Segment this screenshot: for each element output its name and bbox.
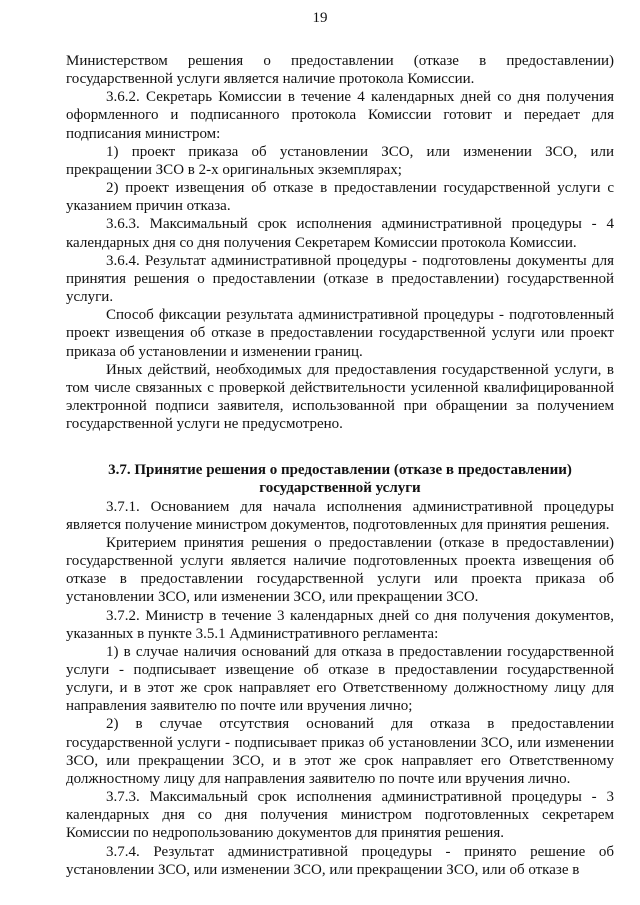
section-heading: 3.7. Принятие решения о предоставлении (отказе в предоставлении) государственной услуги bbox=[108, 462, 572, 497]
paragraph: Критерием принятия решения о предоставлении (отказе в предоставлении) государственной услуги является наличие подготовленных проекта извещения об отказе в предоставлении государственной услуги или проекта приказа об установлении ЗСО, или изменении ЗСО, или прекращении ЗСО. bbox=[66, 534, 614, 606]
paragraph: 3.6.2. Секретарь Комиссии в течение 4 календарных дней со дня получения оформленного и подписанного протокола Комиссии готовит и передает для подписания министром: bbox=[66, 89, 614, 142]
page-number: 19 bbox=[312, 10, 328, 26]
paragraph: Способ фиксации результата административной процедуры - подготовленный проект извещения об отказе в предоставлении государственной услуги или проект приказа об установлении и изменении границ. bbox=[66, 307, 614, 360]
paragraph: Министерством решения о предоставлении (отказе в предоставлении) государственной услуги является наличие протокола Комиссии. bbox=[66, 53, 614, 88]
paragraph: 3.6.4. Результат административной процедуры - подготовлены документы для принятия решения о предоставлении (отказе в предоставлении) государственной услуги. bbox=[66, 252, 614, 306]
paragraph: Иных действий, необходимых для предоставления государственной услуги, в том числе связанных с проверкой действительности усиленной квалифицированной электронной подписи заявителя, использованной при обращении за получением государственной услуги не предусмотрено. bbox=[66, 361, 614, 433]
paragraph: 1) в случае наличия оснований для отказа в предоставлении государственной услуги - подписывает извещение об отказе в предоставлении государственной услуги, и в этот же срок направляет его Ответственному должностному лицу для направления заявителю по почте или вручения лично; bbox=[66, 643, 614, 715]
paragraphs-after bbox=[66, 498, 614, 879]
paragraph: 3.7.2. Министр в течение 3 календарных дней со дня получения документов, указанных в пункте 3.5.1 Административного регламента: bbox=[66, 607, 614, 642]
paragraph: 1) проект приказа об установлении ЗСО, или изменении ЗСО, или прекращении ЗСО в 2-х оригинальных экземплярах; bbox=[66, 143, 614, 178]
document-body bbox=[66, 52, 614, 879]
paragraph: 2) в случае отсутствия оснований для отказа в предоставлении государственной услуги - подписывает приказ об установлении ЗСО, или изменении ЗСО, или прекращении ЗСО, и в этот же срок направляет его Ответственному должностному лицу для направления заявителю по почте или вручения лично. bbox=[66, 716, 614, 787]
paragraph: 3.7.3. Максимальный срок исполнения административной процедуры - 3 календарных дня со дня получения министром подготовленных секретарем Комиссии по недропользованию документов для принятия решения. bbox=[66, 789, 614, 842]
paragraph: 3.7.4. Результат административной процедуры - принято решение об установлении ЗСО, или изменении ЗСО, или прекращении ЗСО, или об отказе в bbox=[66, 843, 614, 878]
paragraph: 3.6.3. Максимальный срок исполнения административной процедуры - 4 календарных дня со дня получения Секретарем Комиссии протокола Комиссии. bbox=[66, 216, 614, 251]
paragraphs-before bbox=[66, 52, 614, 433]
paragraph: 2) проект извещения об отказе в предоставлении государственной услуги с указанием причин отказа. bbox=[66, 180, 614, 215]
paragraph: 3.7.1. Основанием для начала исполнения административной процедуры является получение министром документов, подготовленных для принятия решения. bbox=[66, 498, 614, 533]
